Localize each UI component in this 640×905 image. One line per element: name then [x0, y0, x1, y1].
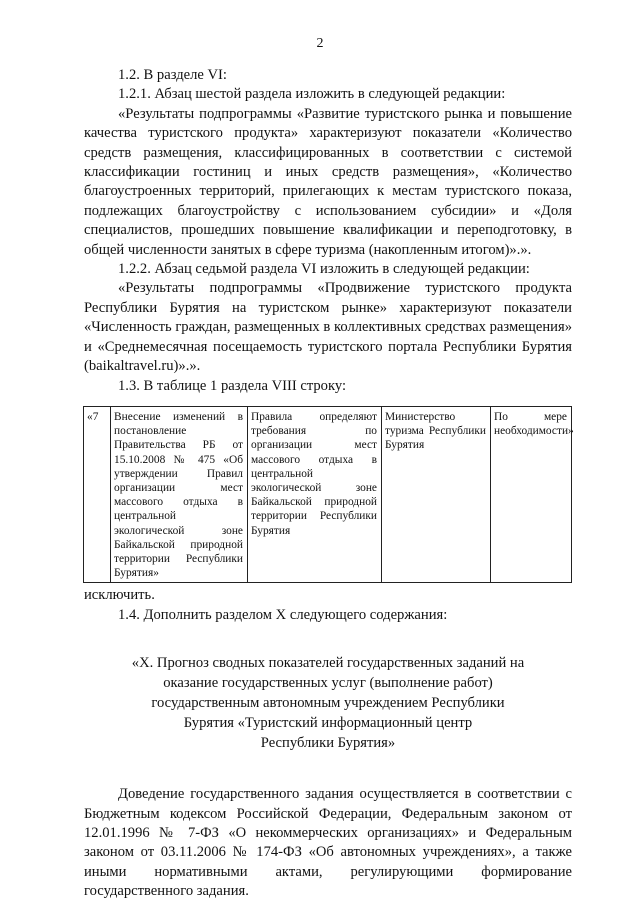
- para-1-2: 1.2. В разделе VI:: [118, 67, 227, 83]
- section-title-line: государственным автономным учреждением Республики: [151, 695, 505, 712]
- table-cell-number: «7: [84, 406, 111, 582]
- table-cell-measure: Внесение изменений в постановление Правительства РБ от 15.10.2008 № 475 «Об утверждении Правил организации мест массового отдыха в центральной экологической зоне Байкальской природной территории Республики Бурятия»: [111, 406, 248, 582]
- section-title: [84, 653, 572, 753]
- para-final: Доведение государственного задания осуществляется в соответствии с Бюджетным кодексом Российской Федерации, Федеральным законом от 12.01.1996 № 7-ФЗ «О некоммерческих организациях» и Федеральным законом от 03.11.2006 № 174-ФЗ «Об автономных учреждениях», а также иными нормативными актами, регулирующими формирование государственного задания.: [84, 786, 572, 900]
- table-cell-description: Правила определяют требования по организации мест массового отдыха в центральной экологической зоне Байкальской природной территории Республики Бурятия: [248, 406, 382, 582]
- document-body: [84, 66, 572, 902]
- para-1-3: 1.3. В таблице 1 раздела VIII строку:: [118, 377, 347, 394]
- section-title-line: «X. Прогноз сводных показателей государственных заданий на: [131, 655, 525, 672]
- page-number: 2: [316, 36, 324, 51]
- para-exclude: исключить.: [84, 587, 155, 604]
- para-1-2-1: 1.2.1. Абзац шестой раздела изложить в следующей редакции:: [118, 86, 506, 103]
- para-quote-1: «Результаты подпрограммы «Развитие туристского рынка и повышение качества туристского продукта» характеризуют показатели «Количество средств размещения, классифицированных в соответствии с системой классификации гостиниц и иных средств размещения», «Количество благоустроенных территорий, прилегающих к местам туристского показа, подлежащих благоустройству с использованием субсидии» и «Доля специалистов, прошедших повышение квалификации и переподготовку, в общей численности занятых в сфере туризма (накопленным итогом)».».: [84, 105, 572, 258]
- section-title-line: Республики Бурятия»: [260, 735, 396, 752]
- table-row: [84, 406, 572, 582]
- table-cell-deadline: По мере необходимости»: [491, 406, 572, 582]
- para-1-4: 1.4. Дополнить разделом X следующего содержания:: [118, 606, 448, 623]
- section-title-line: оказание государственных услуг (выполнение работ): [163, 675, 493, 692]
- para-quote-2: «Результаты подпрограммы «Продвижение туристского продукта Республики Бурятия на туристском рынке» характеризуют показатели «Численность граждан, размещенных в коллективных средствах размещения» и «Среднемесячная посещаемость туристского портала Республики Бурятия (baikaltravel.ru)».».: [84, 280, 572, 375]
- table-cell-executor: Министерство туризма Республики Бурятия: [382, 406, 491, 582]
- program-table: [83, 406, 572, 583]
- section-title-line: Бурятия «Туристский информационный центр: [183, 715, 473, 732]
- para-1-2-2: 1.2.2. Абзац седьмой раздела VI изложить в следующей редакции:: [118, 261, 530, 278]
